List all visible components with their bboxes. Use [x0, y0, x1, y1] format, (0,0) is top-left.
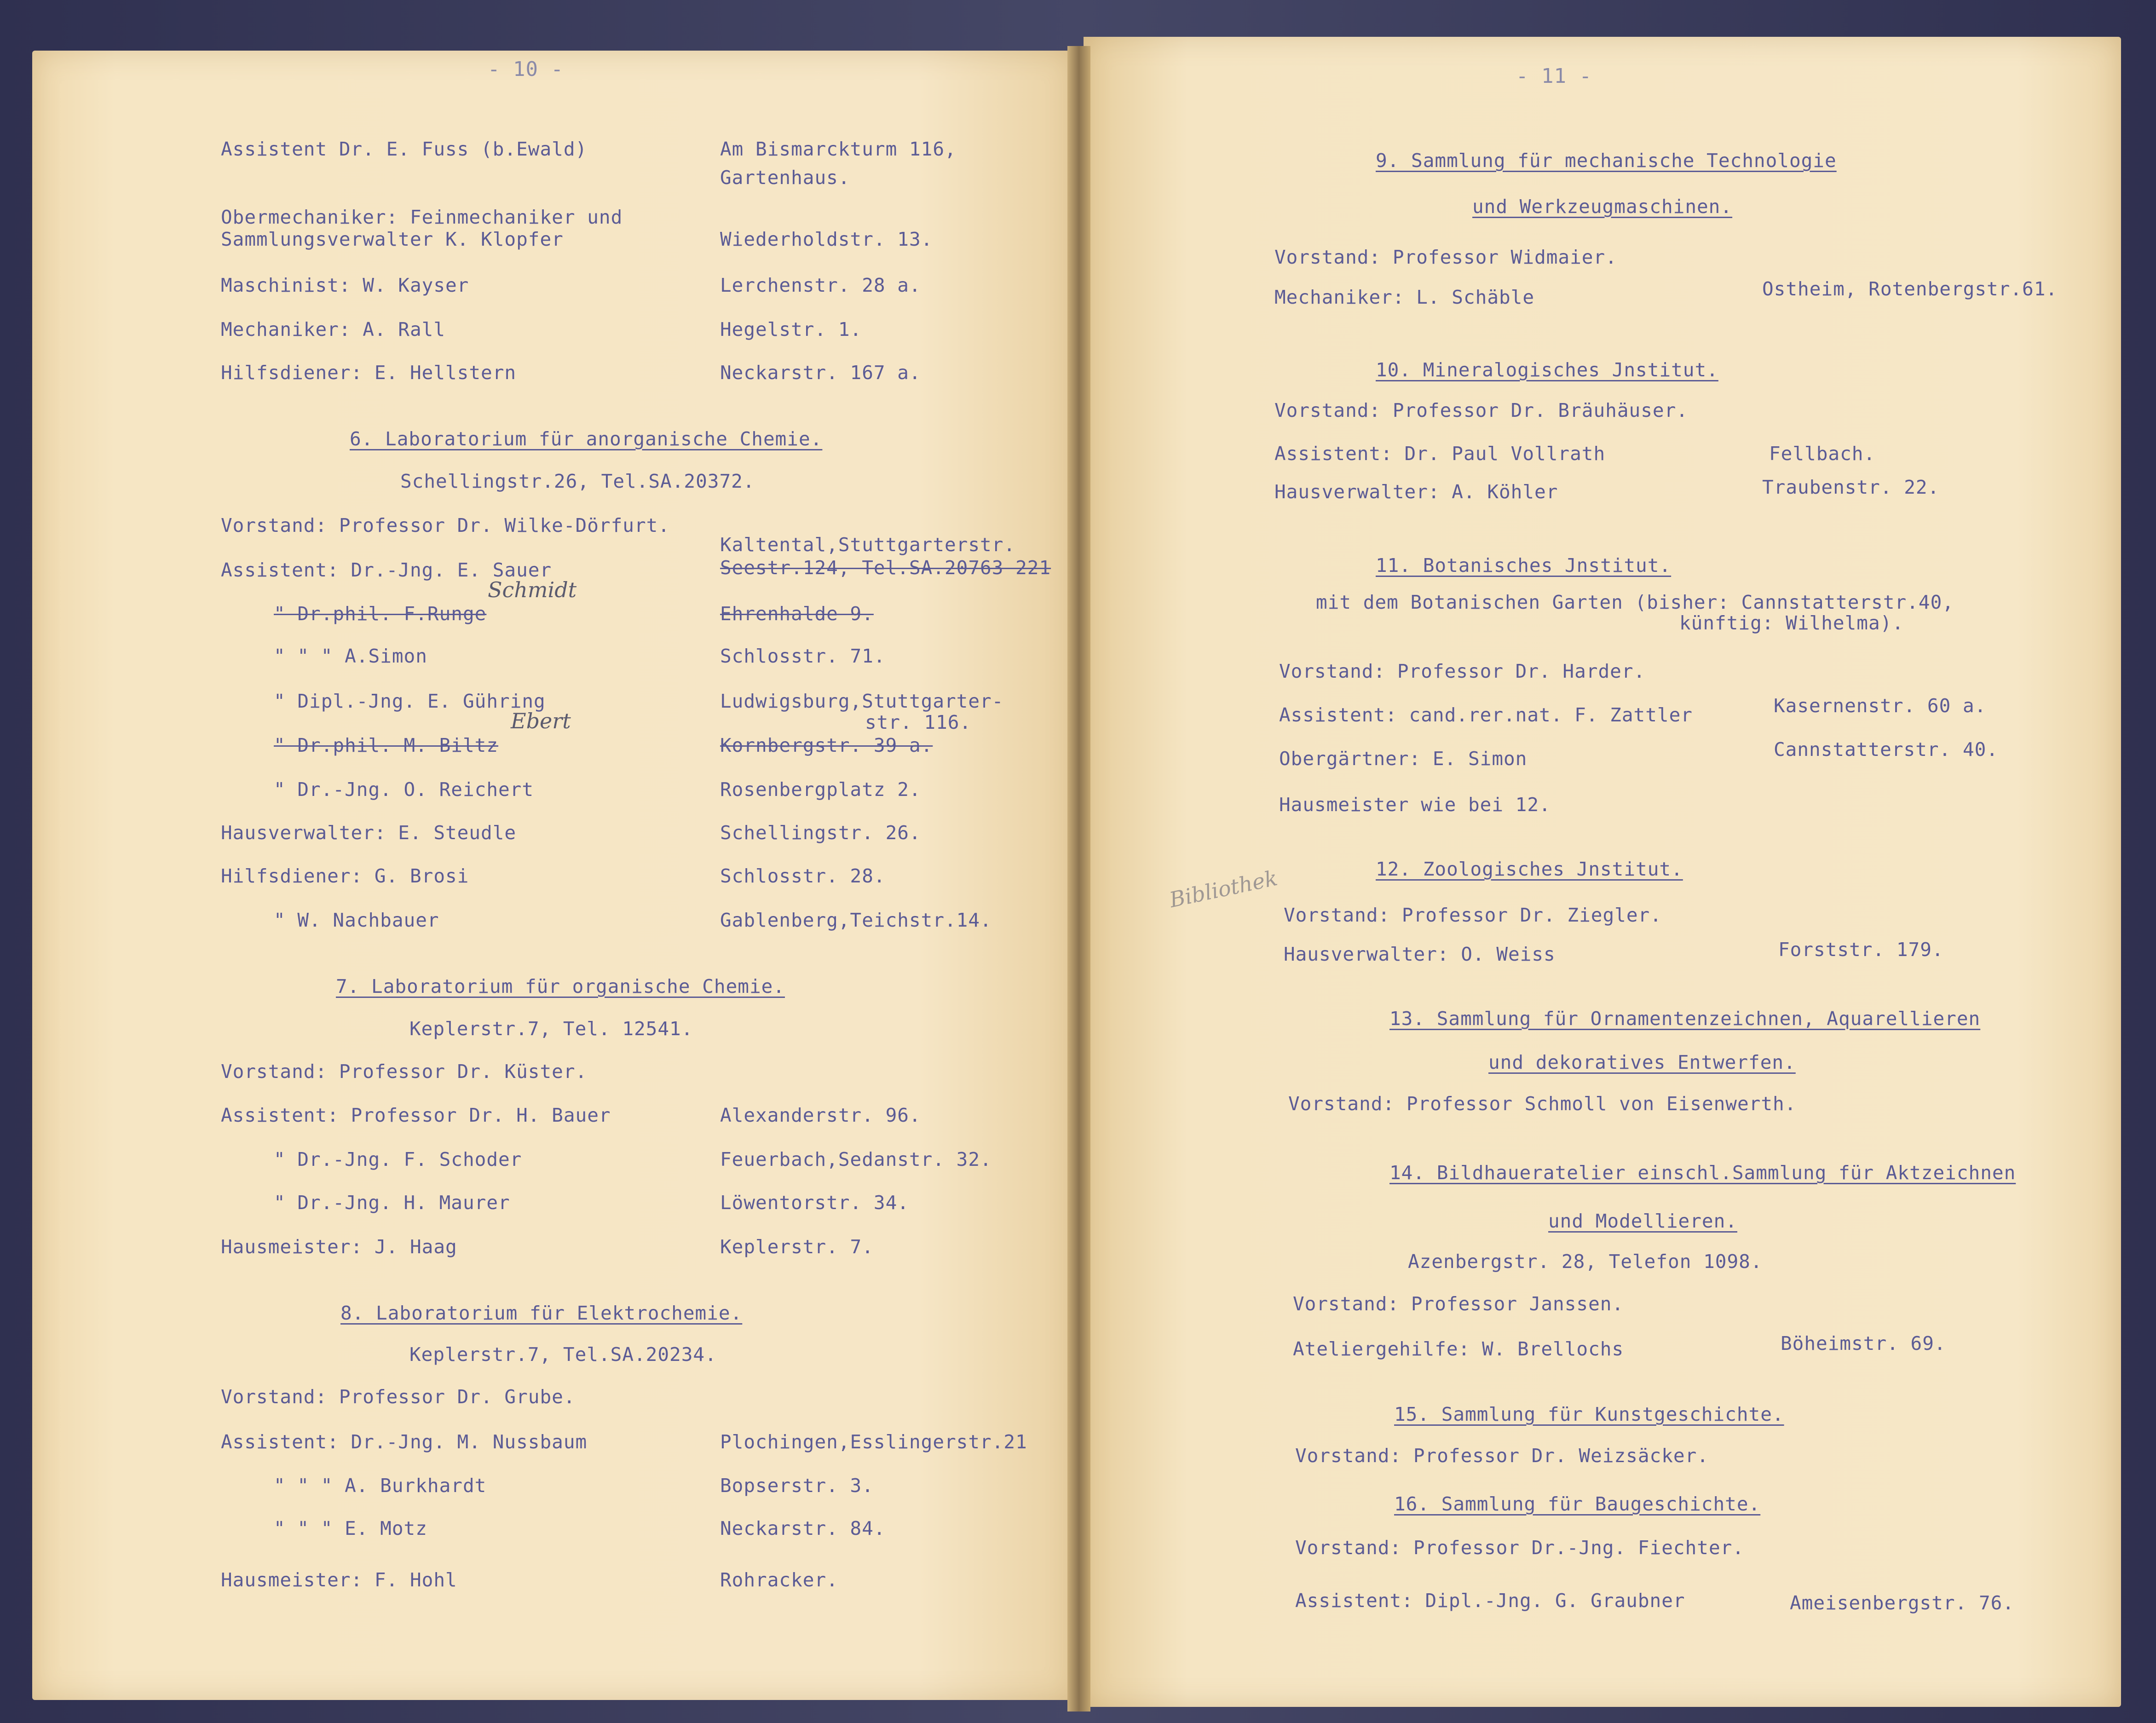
section-heading: und dekoratives Entwerfen.	[1488, 1051, 1796, 1073]
page-number-right: - 11 -	[1516, 64, 1592, 88]
entry-left: Assistent: Dr.-Jng. E. Sauer	[221, 559, 552, 581]
entry-right: Neckarstr. 167 a.	[720, 362, 921, 384]
section-heading: 13. Sammlung für Ornamentenzeichnen, Aquarellieren	[1389, 1008, 1981, 1030]
entry-left: Vorstand: Professor Dr. Grube.	[221, 1386, 576, 1408]
entry-right: Böheimstr. 69.	[1781, 1332, 1946, 1354]
section-heading: 6. Laboratorium für anorganische Chemie.	[350, 428, 823, 450]
entry-left: Vorstand: Professor Dr. Wilke-Dörfurt.	[221, 514, 670, 536]
entry-right: Schellingstr. 26.	[720, 822, 921, 844]
entry-left: Vorstand: Professor Schmoll von Eisenwerth.	[1288, 1093, 1797, 1115]
section-heading: und Modellieren.	[1548, 1210, 1737, 1232]
entry-right: Schlosstr. 71.	[720, 645, 886, 667]
entry-left: Hilfsdiener: G. Brosi	[221, 865, 469, 887]
section-heading: 11. Botanisches Jnstitut.	[1376, 554, 1672, 576]
section-address: Keplerstr.7, Tel.SA.20234.	[409, 1343, 717, 1366]
section-address: künftig: Wilhelma).	[1679, 612, 1904, 634]
entry-left: " " " A.Simon	[274, 645, 427, 667]
entry-left: Assistent: Professor Dr. H. Bauer	[221, 1104, 611, 1126]
entry-left: Hausmeister: F. Hohl	[221, 1569, 457, 1591]
entry-right: Seestr.124, Tel.SA.20763 221	[720, 557, 1051, 579]
entry-right: Kaltental,Stuttgarterstr.	[720, 534, 1016, 556]
entry-left: Ateliergehilfe: W. Brellochs	[1293, 1338, 1624, 1360]
entry-right: Rohracker.	[720, 1569, 838, 1591]
entry-right: Gartenhaus.	[720, 167, 850, 189]
section-heading: 8. Laboratorium für Elektrochemie.	[340, 1302, 743, 1324]
entry-right: Wiederholdstr. 13.	[720, 228, 933, 250]
entry-right: Lerchenstr. 28 a.	[720, 274, 921, 296]
entry-right: Cannstatterstr. 40.	[1774, 738, 1998, 761]
entry-right: Ameisenbergstr. 76.	[1790, 1592, 2014, 1614]
entry-left: " Dr.phil. F.Runge	[274, 603, 487, 625]
section-address: Keplerstr.7, Tel. 12541.	[409, 1018, 693, 1040]
entry-left: Hausmeister wie bei 12.	[1279, 794, 1551, 816]
entry-left: " W. Nachbauer	[274, 909, 439, 931]
entry-left: " " " E. Motz	[274, 1517, 427, 1539]
entry-left: " " " A. Burkhardt	[274, 1475, 487, 1497]
entry-right: Bopserstr. 3.	[720, 1475, 874, 1497]
entry-left: Assistent: cand.rer.nat. F. Zattler	[1279, 704, 1693, 726]
entry-right: Am Bismarckturm 116,	[720, 138, 957, 160]
entry-right: Ehrenhalde 9.	[720, 603, 874, 625]
entry-left: Assistent: Dipl.-Jng. G. Graubner	[1295, 1590, 1685, 1612]
entry-left: Assistent Dr. E. Fuss (b.Ewald)	[221, 138, 588, 160]
entry-left: Hausverwalter: O. Weiss	[1284, 943, 1556, 965]
entry-left: " Dipl.-Jng. E. Gühring	[274, 690, 546, 712]
entry-right: Rosenbergplatz 2.	[720, 778, 921, 801]
entry-left: Assistent: Dr.-Jng. M. Nussbaum	[221, 1431, 588, 1453]
section-heading: 9. Sammlung für mechanische Technologie	[1376, 150, 1837, 172]
page-number-left: - 10 -	[488, 58, 564, 81]
entry-left: Obergärtner: E. Simon	[1279, 748, 1528, 770]
section-heading: 15. Sammlung für Kunstgeschichte.	[1394, 1403, 1784, 1425]
entry-left: Vorstand: Professor Dr. Bräuhäuser.	[1274, 399, 1688, 421]
entry-left: " Dr.-Jng. H. Maurer	[274, 1192, 510, 1214]
entry-left: " Dr.-Jng. F. Schoder	[274, 1148, 522, 1170]
entry-right: Neckarstr. 84.	[720, 1517, 886, 1539]
entry-right: Fellbach.	[1769, 443, 1876, 465]
entry-left: Assistent: Dr. Paul Vollrath	[1274, 443, 1606, 465]
section-address: mit dem Botanischen Garten (bisher: Cannstatterstr.40,	[1316, 591, 1954, 613]
handwritten-annotation: Schmidt	[488, 577, 577, 602]
entry-left: Hausverwalter: E. Steudle	[221, 822, 517, 844]
entry-left: Vorstand: Professor Dr. Harder.	[1279, 660, 1646, 682]
entry-left: Vorstand: Professor Widmaier.	[1274, 246, 1617, 268]
entry-right: Traubenstr. 22.	[1762, 476, 1940, 498]
entry-right: Kornbergstr. 39 a.	[720, 734, 933, 756]
entry-left: Obermechaniker: Feinmechaniker und	[221, 206, 623, 228]
entry-right: Kasernenstr. 60 a.	[1774, 695, 1987, 717]
entry-right: Löwentorstr. 34.	[720, 1192, 909, 1214]
entry-left: Sammlungsverwalter K. Klopfer	[221, 228, 564, 250]
section-address: Azenbergstr. 28, Telefon 1098.	[1408, 1250, 1763, 1273]
entry-left: Hilfsdiener: E. Hellstern	[221, 362, 517, 384]
entry-right: str. 116.	[865, 711, 972, 733]
entry-left: Mechaniker: L. Schäble	[1274, 286, 1535, 308]
entry-right: Hegelstr. 1.	[720, 318, 862, 340]
entry-left: Vorstand: Professor Janssen.	[1293, 1293, 1624, 1315]
section-heading: und Werkzeugmaschinen.	[1472, 196, 1733, 218]
entry-right: Feuerbach,Sedanstr. 32.	[720, 1148, 992, 1170]
section-heading: 10. Mineralogisches Jnstitut.	[1376, 359, 1718, 381]
entry-left: Hausverwalter: A. Köhler	[1274, 481, 1558, 503]
entry-right: Ostheim, Rotenbergstr.61.	[1762, 278, 2058, 300]
entry-right: Plochingen,Esslingerstr.21	[720, 1431, 1027, 1453]
entry-right: Keplerstr. 7.	[720, 1236, 874, 1258]
handwritten-annotation: Bibliothek	[1167, 865, 1280, 913]
section-heading: 7. Laboratorium für organische Chemie.	[336, 975, 785, 997]
section-heading: 14. Bildhaueratelier einschl.Sammlung für Aktzeichnen	[1389, 1162, 2016, 1184]
entry-left: Vorstand: Professor Dr. Weizsäcker.	[1295, 1445, 1709, 1467]
entry-left: " Dr.phil. M. Biltz	[274, 734, 498, 756]
book-gutter	[1067, 46, 1090, 1711]
entry-left: " Dr.-Jng. O. Reichert	[274, 778, 534, 801]
section-heading: 12. Zoologisches Jnstitut.	[1376, 858, 1683, 880]
entry-left: Mechaniker: A. Rall	[221, 318, 445, 340]
entry-left: Vorstand: Professor Dr.-Jng. Fiechter.	[1295, 1537, 1744, 1559]
entry-right: Ludwigsburg,Stuttgarter-	[720, 690, 1004, 712]
entry-right: Gablenberg,Teichstr.14.	[720, 909, 992, 931]
handwritten-annotation: Ebert	[511, 709, 571, 733]
entry-left: Hausmeister: J. Haag	[221, 1236, 457, 1258]
entry-right: Schlosstr. 28.	[720, 865, 886, 887]
entry-left: Maschinist: W. Kayser	[221, 274, 469, 296]
entry-left: Vorstand: Professor Dr. Küster.	[221, 1060, 588, 1083]
section-address: Schellingstr.26, Tel.SA.20372.	[400, 470, 755, 492]
entry-right: Forststr. 179.	[1778, 939, 1944, 961]
entry-right: Alexanderstr. 96.	[720, 1104, 921, 1126]
entry-left: Vorstand: Professor Dr. Ziegler.	[1284, 904, 1662, 926]
section-heading: 16. Sammlung für Baugeschichte.	[1394, 1493, 1761, 1515]
